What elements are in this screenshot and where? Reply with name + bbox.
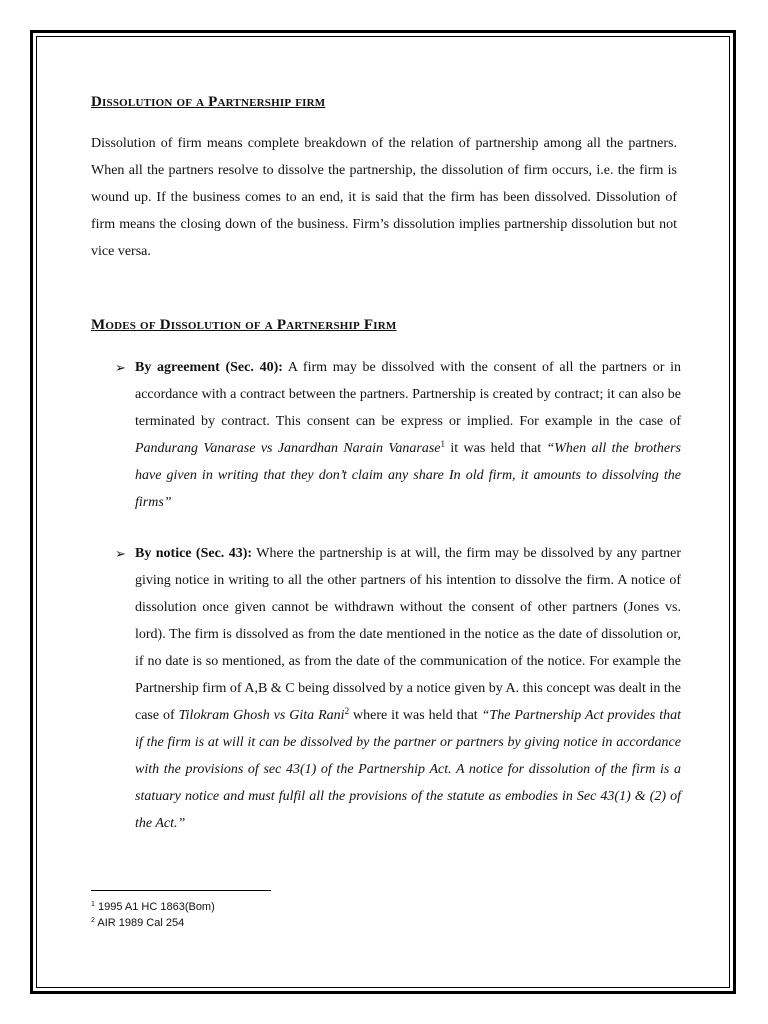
paragraph-dissolution-definition: Dissolution of firm means complete breakdown of the relation of partnership among all the partners. When all the partners resolve to dissolve the partnership, the dissolution of firm occurs, i.e. the firm is wound up. If the business comes to an end, it is said that the firm has been dissolved. Dissolution of firm means the closing down of the business. Firm’s dissolution implies partnership dissolution but not vice versa. — [91, 136, 677, 259]
footnote-text: AIR 1989 Cal 254 — [97, 917, 185, 929]
bullet-by-agreement — [91, 354, 681, 516]
footnote-ref: 2 — [344, 706, 350, 716]
arrow-bullet-icon: ➢ — [115, 546, 126, 561]
arrow-bullet-icon: ➢ — [115, 360, 126, 375]
footnote-number: 2 — [91, 917, 95, 924]
footnote-item — [91, 915, 215, 931]
bullet-body: Where the partnership is at will, the firm may be dissolved by any partner giving notice in writing to all the other partners of his intention to dissolve the firm. A notice of dissolution once given cannot be withdrawn without the consent of other partners (Jones vs. lord). The firm is dissolved as from the date mentioned in the notice as the date of dissolution or, if no date is so mentioned, as from the date of the communication of the notice. For example the Partnership firm of A,B & C being dissolved by a notice given by A. this concept was dealt in the case of — [135, 546, 682, 723]
footnote-separator — [91, 890, 271, 891]
bullet-by-notice-text — [135, 540, 681, 837]
bullet-label: By agreement (Sec. 40): — [135, 360, 283, 375]
case-quote: “When all the brothers have given in writing that they don’t claim any share In old firm, it amounts to dissolving the firms” — [135, 441, 682, 510]
footnote-number: 1 — [91, 901, 95, 908]
case-quote: “The Partnership Act provides that if the firm is at will it can be dissolved by the partner or partners by giving notice in accordance with the provisions of sec 43(1) of the Partnership Act. A notice for dissolution of the firm is a statuary notice and must fulfil all the provisions of the statute as embodies in Sec 43(1) & (2) of the Act.” — [135, 708, 681, 831]
bullet-connector: where it was held that — [349, 708, 482, 723]
heading-dissolution: Dissolution of a Partnership firm — [91, 94, 326, 110]
bullet-connector: it was held that — [445, 441, 547, 456]
footnote-ref: 1 — [440, 439, 445, 449]
heading-modes-of-dissolution: Modes of Dissolution of a Partnership Firm — [91, 317, 397, 333]
footnote-item — [91, 899, 215, 915]
bullet-by-notice — [91, 540, 681, 837]
case-name: Tilokram Ghosh vs Gita Rani — [178, 708, 345, 723]
bullet-label: By notice (Sec. 43): — [135, 546, 253, 561]
bullet-body: A firm may be dissolved with the consent of all the partners or in accordance with a contract between the partners. Partnership is created by contract; it can also be terminated by contract. This consent can be express or implied. For example in the case of — [135, 360, 681, 429]
case-name: Pandurang Vanarase vs Janardhan Narain Vanarase — [135, 441, 441, 456]
footnote-text: 1995 A1 HC 1863(Bom) — [97, 901, 215, 913]
bullet-by-agreement-text — [135, 354, 681, 516]
footnotes — [91, 899, 215, 931]
